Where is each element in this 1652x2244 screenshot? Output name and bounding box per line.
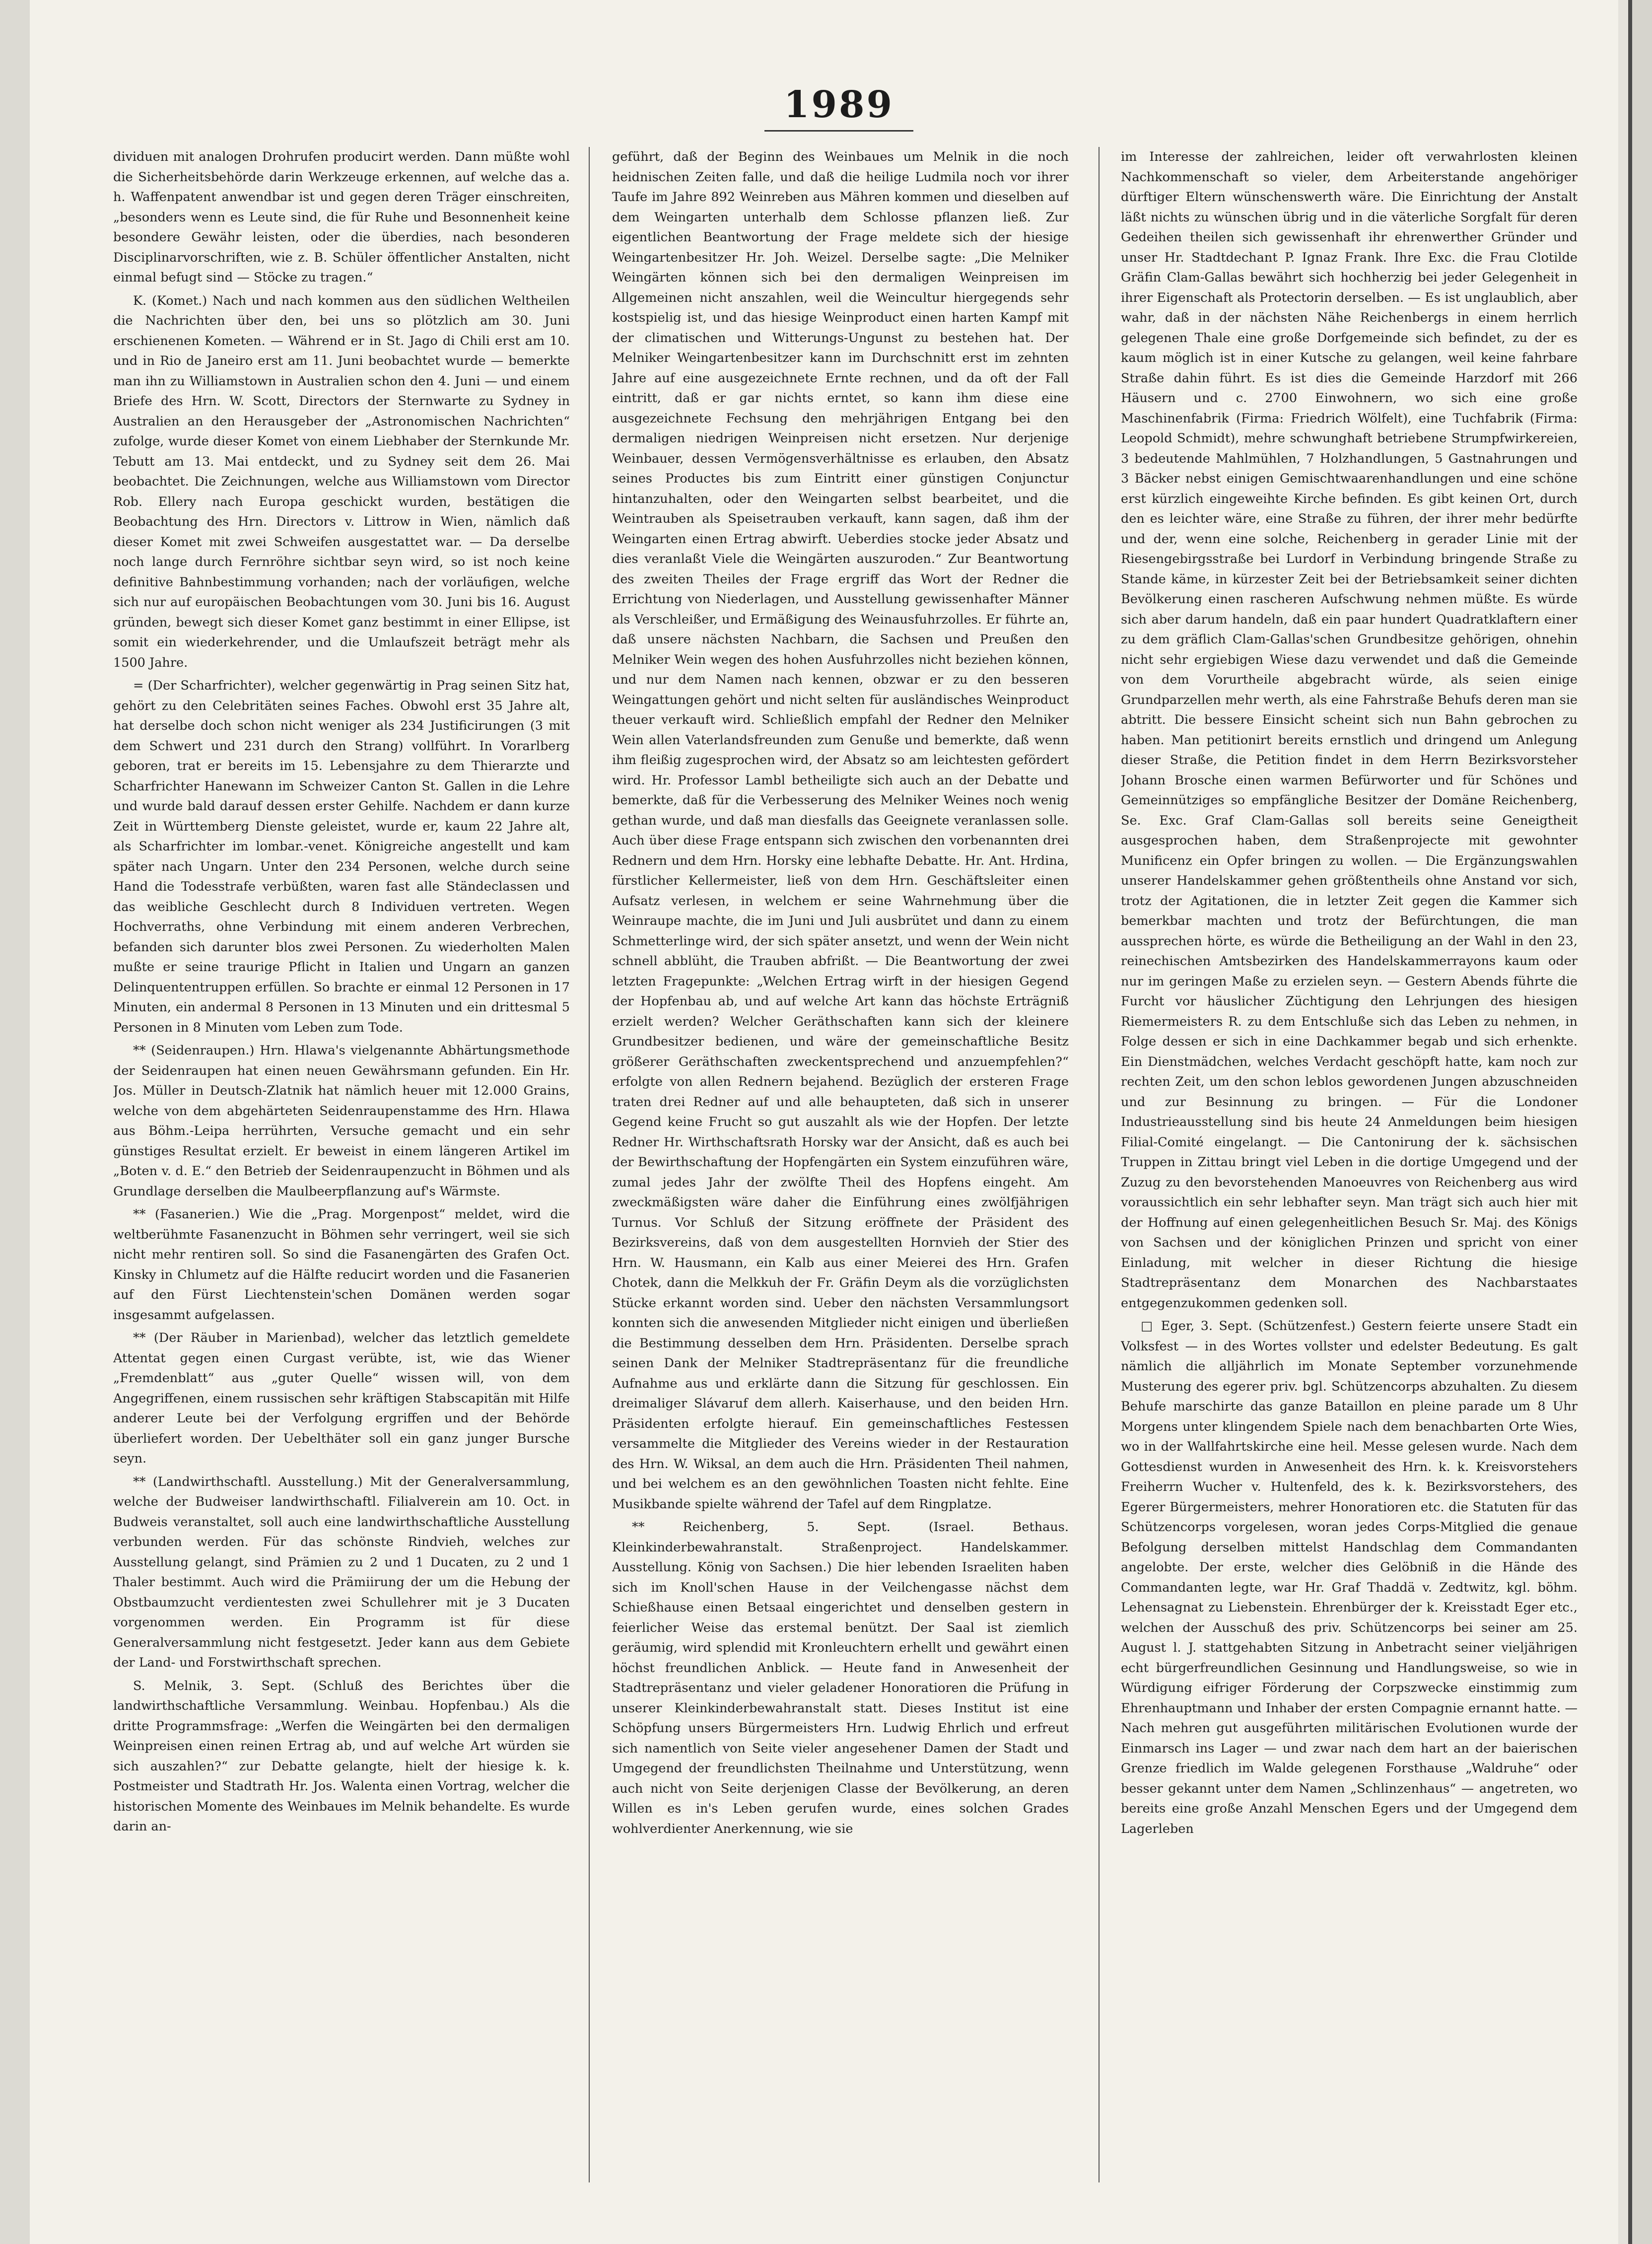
column-1 (113, 147, 570, 2212)
paragraph: ** Reichenberg, 5. Sept. (Israel. Bethaus. Kleinkinderbewahranstalt. Straßenproject. Handelskammer. Ausstellung. König von Sachsen.) Die hier lebenden Israeliten haben sich im Knoll'schen Hause in der Veilchengasse nächst dem Schießhause einen Betsaal eingerichtet und denselben gestern in feierlicher Weise das erstemal benützt. Der Saal ist ziemlich geräumig, wird splendid mit Kronleuchtern erhellt und gewährt einen höchst freundlichen Anblick. — Heute fand in Anwesenheit der Stadtrepräsentanz und vieler geladener Honoratioren die Prüfung in unserer Kleinkinderbewahranstalt statt. Dieses Institut ist eine Schöpfung unsers Bürgermeisters Hrn. Ludwig Ehrlich und erfreut sich namentlich von Seite vieler angesehener Damen der Stadt und Umgegend der freundlichsten Theilnahme und Unterstützung, wenn auch nicht von Seite derjenigen Classe der Bevölkerung, an deren Willen es in's Leben gerufen wurde, eines solchen Grades wohlverdienter Anerkennung, wie sie (612, 1520, 1069, 1836)
column-divider (589, 147, 590, 2182)
paragraph: geführt, daß der Beginn des Weinbaues um Melnik in die noch heidnischen Zeiten falle, und daß die heilige Ludmila noch vor ihrer Taufe im Jahre 892 Weinreben aus Mähren kommen und dieselben auf dem Weingarten unterhalb dem Schlosse pflanzen ließ. Zur eigentlichen Beantwortung der Frage meldete sich der hiesige Weingartenbesitzer Hr. Joh. Weizel. Derselbe sagte: „Die Melniker Weingärten können sich bei den dermaligen Weinpreisen im Allgemeinen nicht anszahlen, weil die Weincultur hiergegends sehr kostspielig ist, und das hiesige Weinproduct einen harten Kampf mit der climatischen und Witterungs-Ungunst zu bestehen hat. Der Melniker Weingartenbesitzer kann im Durchschnitt erst im zehnten Jahre auf eine ausgezeichnete Ernte rechnen, und da oft der Fall eintritt, daß er gar nichts erntet, so kann ihm diese eine ausgezeichnete Fechsung den mehrjährigen Entgang bei den dermaligen niedrigen Weinpreisen nicht ersetzen. Nur derjenige Weinbauer, dessen Vermögensverhältnisse es erlauben, den Absatz seines Productes bis zum Eintritt einer günstigen Conjunctur hintanzuhalten, oder den Weingarten selbst bearbeitet, und die Weintrauben als Speisetrauben verkauft, kann sagen, daß ihm der Weingarten einen Ertrag abwirft. Ueberdies stocke jeder Absatz und dies veranlaßt Viele die Weingärten auszuroden.“ Zur Beantwortung des zweiten Theiles der Frage ergriff das Wort der Redner die Errichtung von Niederlagen, und Ausstellung gewissenhafter Männer als Verschleißer, und Ermäßigung des Weinausfuhrzolles. Er führte an, daß unsere nächsten Nachbarn, die Sachsen und Preußen den Melniker Wein wegen des hohen Ausfuhrzolles nicht beziehen können, und nur dem Namen nach kennen, obzwar er zu den besseren Weingattungen gehört und nicht selten für ausländisches Weinproduct theuer verkauft wird. Schließlich empfahl der Redner den Melniker Wein allen Vaterlandsfreunden zum Genuße und bemerkte, daß wenn ihm fleißig zugesprochen wird, der Absatz so am leichtesten gefördert wird. Hr. Professor Lambl betheiligte sich auch an der Debatte und bemerkte, daß für die Verbesserung des Melniker Weines noch wenig gethan wurde, und daß man diesfalls das Geeignete veranlassen solle. Auch über diese Frage entspann sich zwischen den vorbenannten drei Rednern und dem Hrn. Horsky eine lebhafte Debatte. Hr. Ant. Hrdina, fürstlicher Kellermeister, ließ von dem Hrn. Geschäftsleiter einen Aufsatz verlesen, in welchem er seine Wahrnehmung über die Weinraupe machte, die im Juni und Juli ausbrütet und dann zu einem Schmetterlinge wird, der sich später ansetzt, und wenn der Wein nicht schnell abblüht, die Trauben abfrißt. — Die Beantwortung der zwei letzten Fragepunkte: „Welchen Ertrag wirft in der hiesigen Gegend der Hopfenbau ab, und auf welche Art kann das höchste Erträgniß erzielt werden? Welcher Geräthschaften kann sich der kleinere Grundbesitzer bedienen, und wäre der gemeinschaftliche Besitz größerer Geräthschaften zweckentsprechend und anzuempfehlen?“ erfolgte von allen Rednern bejahend. Bezüglich der ersteren Frage traten drei Redner auf und alle behaupteten, daß sich in unserer Gegend keine Frucht so gut auszahlt als wie der Hopfen. Der letzte Redner Hr. Wirthschaftsrath Horsky war der Ansicht, daß es auch bei der Bewirthschaftung der Hopfengärten ein System einzuführen wäre, zumal jedes Jahr der zwölfte Theil des Hopfens eingeht. Am zweckmäßigsten wäre daher die Einführung eines zwölfjährigen Turnus. Vor Schluß der Sitzung eröffnete der Präsident des Bezirksvereins, daß von dem ausgestellten Hornvieh der Stier des Hrn. W. Hausmann, ein Kalb aus einer Meierei des Hrn. Grafen Chotek, dann die Melkkuh der Fr. Gräfin Deym als die vorzüglichsten Stücke erkannt worden sind. Ueber den nächsten Versammlungsort konnten sich die anwesenden Mitglieder nicht einigen und überließen die Bestimmung desselben dem Hrn. Präsidenten. Derselbe sprach seinen Dank der Melniker Stadtrepräsentanz für die freundliche Aufnahme aus und erklärte dann die Sitzung für geschlossen. Ein dreimaliger Slávaruf dem allerh. Kaiserhause, und den beiden Hrn. Präsidenten erfolgte hierauf. Ein gemeinschaftliches Festessen versammelte die Mitglieder des Vereins wieder in der Restauration des Hrn. W. Wiksal, an dem auch die Hrn. Präsidenten Theil nahmen, und bei welchem es an den gewöhnlichen Toasten nicht fehlte. Eine Musikbande spielte während der Tafel auf dem Ringplatze. (612, 149, 1069, 1512)
paragraph: K. (Komet.) Nach und nach kommen aus den südlichen Weltheilen die Nachrichten über den, bei uns so plötzlich am 30. Juni erschienenen Kometen. — Während er in St. Jago di Chili erst am 10. und in Rio de Janeiro erst am 11. Juni beobachtet wurde — bemerkte man ihn zu Williamstown in Australien schon den 4. Juni — und einem Briefe des Hrn. W. Scott, Directors der Sternwarte zu Sydney in Australien an den Herausgeber der „Astronomischen Nachrichten“ zufolge, wurde dieser Komet von einem Liebhaber der Sternkunde Mr. Tebutt am 13. Mai entdeckt, und zu Sydney seit dem 26. Mai beobachtet. Die Zeichnungen, welche aus Williamstown vom Director Rob. Ellery nach Europa geschickt wurden, bestätigen die Beobachtung des Hrn. Directors v. Littrow in Wien, nämlich daß dieser Komet mit zwei Schweifen ausgestattet war. — Da derselbe noch lange durch Fernröhre sichtbar seyn wird, so ist noch keine definitive Bahnbestimmung vorhanden; nach der vorläufigen, welche sich nur auf europäischen Beobachtungen vom 30. Juni bis 16. August gründen, bewegt sich dieser Komet ganz bestimmt in einer Ellipse, ist somit ein wiederkehrender, und die Umlaufszeit beträgt mehr als 1500 Jahre. (113, 293, 570, 670)
paragraph: ** (Der Räuber in Marienbad), welcher das letztlich gemeldete Attentat gegen einen Curgast verübte, ist, wie das Wiener „Fremdenblatt“ aus „guter Quelle“ wissen will, von dem Angegriffenen, einem russischen sehr kräftigen Stabscapitän mit Hilfe anderer Leute bei der Verfolgung ergriffen und der Behörde überliefert worden. Der Uebelthäter soll ein ganz junger Bursche seyn. (113, 1331, 570, 1466)
scan-margin-left (0, 0, 30, 2244)
column-2 (612, 147, 1069, 2212)
paragraph: ** (Fasanerien.) Wie die „Prag. Morgenpost“ meldet, wird die weltberühmte Fasanenzucht in Böhmen sehr verringert, weil sie sich nicht mehr rentiren soll. So sind die Fasanengärten des Grafen Oct. Kinsky in Chlumetz auf die Hälfte reducirt worden und die Fasanerien auf den Fürst Liechtenstein'schen Domänen werden sogar insgesammt aufgelassen. (113, 1207, 570, 1323)
paragraph: ** (Seidenraupen.) Hrn. Hlawa's vielgenannte Abhärtungsmethode der Seidenraupen hat einen neuen Gewährsmann gefunden. Ein Hr. Jos. Müller in Deutsch-Zlatnik hat nämlich heuer mit 12.000 Grains, welche von dem abgehärteten Seidenraupenstamme des Hrn. Hlawa aus Böhm.-Leipa herrührten, Versuche gemacht und ein sehr günstiges Resultat erzielt. Er beweist in einem längeren Artikel im „Boten v. d. E.“ den Betrieb der Seidenraupenzucht in Böhmen und als Grundlage derselben die Maulbeerpflanzung auf's Wärmste. (113, 1043, 570, 1199)
paragraph: = (Der Scharfrichter), welcher gegenwärtig in Prag seinen Sitz hat, gehört zu den Celebritäten seines Faches. Obwohl erst 35 Jahre alt, hat derselbe doch schon nicht weniger als 234 Justificirungen (3 mit dem Schwert und 231 durch den Strang) vollführt. In Vorarlberg geboren, trat er bereits im 15. Lebensjahre zu dem Thierarzte und Scharfrichter Hanewann im Schweizer Canton St. Gallen in die Lehre und wurde bald darauf dessen erster Gehilfe. Nachdem er dann kurze Zeit in Württemberg Dienste geleistet, wurde er, kaum 22 Jahre alt, als Scharfrichter im lombar.-venet. Königreiche angestellt und kam später nach Ungarn. Unter den 234 Personen, welche durch seine Hand die Todesstrafe verbüßten, waren fast alle Ständeclassen und das weibliche Geschlecht durch 8 Individuen vertreten. Wegen Hochverraths, ohne Verbindung mit einem anderen Verbrechen, befanden sich darunter blos zwei Personen. Zu wiederholten Malen mußte er seine traurige Pflicht in Italien und Ungarn an ganzen Delinquententruppen erfüllen. So brachte er einmal 12 Personen in 17 Minuten, ein andermal 8 Personen in 13 Minuten und ein drittesmal 5 Personen in 8 Minuten vom Leben zum Tode. (113, 678, 570, 1035)
paragraph: dividuen mit analogen Drohrufen producirt werden. Dann müßte wohl die Sicherheitsbehörde darin Werkzeuge erkennen, auf welche das a. h. Waffenpatent anwendbar ist und gegen deren Träger einschreiten, „besonders wenn es Leute sind, die für Ruhe und Besonnenheit keine besondere Gewähr leisten, oder die überdies, nach besonderen Disciplinarvorschriften, wie z. B. Schüler öffentlicher Anstalten, nicht einmal befugt sind — Stöcke zu tragen.“ (113, 149, 570, 285)
page-number-underline (764, 130, 913, 132)
scan-margin-right (1618, 0, 1652, 2244)
column-divider (1099, 147, 1100, 2182)
paragraph: S. Melnik, 3. Sept. (Schluß des Berichtes über die landwirthschaftliche Versammlung. Weinbau. Hopfenbau.) Als die dritte Programmsfrage: „Werfen die Weingärten bei den dermaligen Weinpreisen einen reinen Ertrag ab, und auf welche Art würden sie sich auszahlen?“ zur Debatte gelangte, hielt der hiesige k. k. Postmeister und Stadtrath Hr. Jos. Walenta einen Vortrag, welcher die historischen Momente des Weinbaues im Melnik behandelte. Es wurde darin an- (113, 1678, 570, 1834)
paragraph: □ Eger, 3. Sept. (Schützenfest.) Gestern feierte unsere Stadt ein Volksfest — in des Wortes vollster und edelster Bedeutung. Es galt nämlich die alljährlich im Monate September vorzunehmende Musterung des egerer priv. bgl. Schützencorps abzuhalten. Zu diesem Behufe marschirte das ganze Bataillon en pleine parade um 8 Uhr Morgens unter klingendem Spiele nach dem benachbarten Orte Wies, wo in der Wallfahrtskirche eine heil. Messe gelesen wurde. Nach dem Gottesdienst wurden in Anwesenheit des Hrn. k. k. Kreisvorstehers Freiherrn Wucher v. Hultenfeld, des k. k. Bezirksvorstehers, des Egerer Bürgermeisters, mehrer Honoratioren etc. die Statuten für das Schützencorps vorgelesen, woran jedes Corps-Mitglied die genaue Befolgung derselben mittelst Handschlag dem Commandanten angelobte. Der erste, welcher dies Gelöbniß in die Hände des Commandanten legte, war Hr. Graf Thaddä v. Zedtwitz, kgl. böhm. Lehensagnat zu Liebenstein. Ehrenbürger der k. Kreisstadt Eger etc., welchen der Ausschuß des priv. Schützencorps bei seiner am 25. August l. J. stattgehabten Sitzung in Anbetracht seiner vieljährigen echt bürgerfreundlichen Gesinnung und Handlungsweise, so wie in Würdigung eifriger Förderung der Corpszwecke einstimmig zum Ehrenhauptmann und Inhaber der ersten Compagnie ernannt hatte. — Nach mehren gut ausgeführten militärischen Evolutionen wurde der Einmarsch ins Lager — und zwar nach dem hart an der baierischen Grenze friedlich im Walde gelegenen Forsthause „Waldruhe“ oder besser gekannt unter dem Namen „Schlinzenhaus“ — angetreten, wo bereits eine große Anzahl Menschen Egers und der Umgegend dem Lagerleben (1121, 1319, 1578, 1836)
page-number: 1989 (784, 83, 894, 126)
text-columns (113, 147, 1578, 2212)
newspaper-page (30, 0, 1618, 2244)
paragraph: ** (Landwirthschaftl. Ausstellung.) Mit der Generalversammlung, welche der Budweiser landwirthschaftl. Filialverein am 10. Oct. in Budweis veranstaltet, soll auch eine landwirthschaftliche Ausstellung verbunden werden. Für das schönste Rindvieh, welches zur Ausstellung gelangt, sind Prämien zu 2 und 1 Ducaten, zu 2 und 1 Thaler bestimmt. Auch wird die Prämiirung der um die Hebung der Obstbaumzucht verdientesten zwei Schullehrer mit je 3 Ducaten vorgenommen werden. Ein Programm ist für diese Generalversammlung nicht festgesetzt. Jeder kann aus dem Gebiete der Land- und Forstwirthschaft sprechen. (113, 1474, 570, 1670)
column-3 (1121, 147, 1578, 2212)
paragraph: im Interesse der zahlreichen, leider oft verwahrlosten kleinen Nachkommenschaft so vieler, dem Arbeiterstande angehöriger dürftiger Eltern wünschenswerth wäre. Die Einrichtung der Anstalt läßt nichts zu wünschen übrig und in die väterliche Sorgfalt für deren Gedeihen theilen sich gewissenhaft ihr ehrenwerther Gründer und unser Hr. Stadtdechant P. Ignaz Frank. Ihre Exc. die Frau Clotilde Gräfin Clam-Gallas bewährt sich hochherzig bei jeder Gelegenheit in ihrer Eigenschaft als Protectorin derselben. — Es ist unglaublich, aber wahr, daß in der nächsten Nähe Reichenbergs in einem herrlich gelegenen Thale eine große Dorfgemeinde sich befindet, zu der es kaum möglich ist in einer Kutsche zu gelangen, weil keine fahrbare Straße dahin führt. Es ist dies die Gemeinde Harzdorf mit 266 Häusern und c. 2700 Einwohnern, wo sich eine große Maschinenfabrik (Firma: Friedrich Wölfelt), eine Tuchfabrik (Firma: Leopold Schmidt), mehre schwunghaft betriebene Strumpfwirkereien, 3 bedeutende Mahlmühlen, 7 Holzhandlungen, 5 Gastnahrungen und 3 Bäcker nebst einigen Gemischtwaarenhandlungen und eine schöne erst kürzlich eingeweihte Kirche befinden. Es gibt keinen Ort, durch den es leichter wäre, eine Straße zu führen, der ihrer mehr bedürfte und der, wenn eine solche, Reichenberg in gerader Linie mit der Riesengebirgsstraße bei Lurdorf in Verbindung bringende Straße zu Stande käme, in kürzester Zeit bei der Betriebsamkeit seiner dichten Bevölkerung einen rascheren Aufschwung nehmen müßte. Es würde sich aber darum handeln, daß ein paar hundert Quadratklaftern einer zu dem gräflich Clam-Gallas'schen Grundbesitze gehörigen, ohnehin nicht sehr ergiebigen Wiese dazu verwendet und daß die Gemeinde von dem Vorurtheile abgebracht würde, als seien einige Grundparzellen mehr werth, als eine Fahrstraße Behufs deren man sie abtritt. Die bessere Einsicht scheint sich nun Bahn gebrochen zu haben. Man petitionirt bereits ernstlich und dringend um Anlegung dieser Straße, die Petition findet in dem Herrn Bezirksvorsteher Johann Brosche einen warmen Befürworter und für Schönes und Gemeinnütziges so empfängliche Besitzer der Domäne Reichenberg, Se. Exc. Graf Clam-Gallas soll bereits seine Geneigtheit ausgesprochen haben, dem Straßenprojecte mit gewohnter Munificenz ein Opfer bringen zu wollen. — Die Ergänzungswahlen unserer Handelskammer gehen größtentheils ohne Anstand vor sich, trotz der Agitationen, die in letzter Zeit gegen die Kammer sich bemerkbar machten und trotz der Befürchtungen, die man aussprechen hörte, es würde die Betheiligung an der Wahl in den 23, reinechischen Amtsbezirken des Handelskammerrayons kaum oder nur im geringen Maße zu erzielen seyn. — Gestern Abends führte die Furcht vor häuslicher Züchtigung den Lehrjungen des hiesigen Riemermeisters R. zu dem Entschluße sich das Leben zu nehmen, in Folge dessen er sich in eine Dachkammer begab und sich erhenkte. Ein Dienstmädchen, welches Verdacht geschöpft hatte, kam noch zur rechten Zeit, um den schon leblos gewordenen Jungen abzuschneiden und zur Besinnung zu bringen. — Für die Londoner Industrieausstellung sind bis heute 24 Anmeldungen beim hiesigen Filial-Comité eingelangt. — Die Cantonirung der k. sächsischen Truppen in Zittau bringt viel Leben in die dortige Umgegend und der Zuzug zu den bevorstehenden Manoeuvres von Reichenberg aus wird voraussichtlich ein sehr lebhafter seyn. Man trägt sich auch hier mit der Hoffnung auf einen gelegenheitlichen Besuch Sr. Maj. des Königs von Sachsen und der königlichen Prinzen und spricht von einer Einladung, mit welcher in dieser Richtung die hiesige Stadtrepräsentanz dem Monarchen des Nachbarstaates entgegenzukommen gedenken soll. (1121, 149, 1578, 1311)
